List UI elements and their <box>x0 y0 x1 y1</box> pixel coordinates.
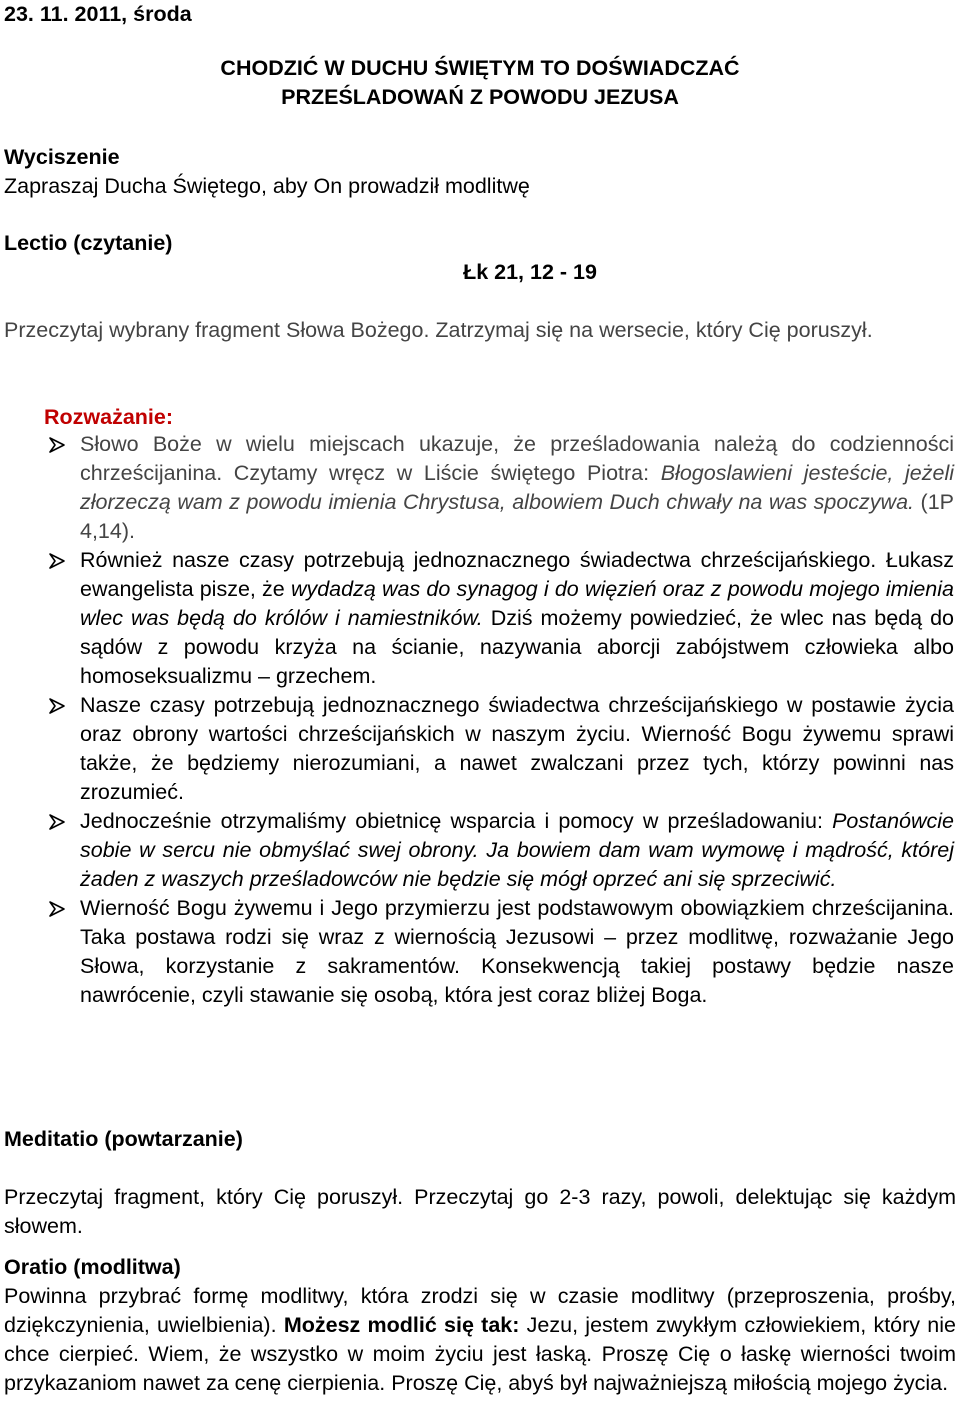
wyciszenie-text: Zapraszaj Ducha Świętego, aby On prowadził modlitwę <box>4 174 530 198</box>
lectio-reference: Łk 21, 12 - 19 <box>463 260 597 284</box>
oratio-text-start: Powinna przybrać formę modlitwy, która zrodzi się w czasie modlitwy (przeproszenia, prośby, dziękczynienia, uwielbienia). <box>4 1284 956 1337</box>
title-line-1: CHODZIĆ W DUCHU ŚWIĘTYM TO DOŚWIADCZAĆ <box>220 56 740 80</box>
item-text: Również nasze czasy potrzebują jednoznacznego świadectwa chrześcijańskiego. Łukasz ewangelista pisze, że <box>80 548 954 601</box>
item-text-end: (1P 4,14). <box>80 490 954 543</box>
arrow-bullet-icon <box>48 697 66 715</box>
oratio-text <box>4 1282 956 1398</box>
oratio-prayer: Jezu, jestem zwykłym człowiekiem, który nie chce cierpieć. Wiem, że wszystko w moim życiu jest łaską. Proszę Cię o łaskę wierności twoim przykazaniom nawet za cenę cierpienia. Proszę Cię, abyś był najważniejszą miłością mojego życia. <box>4 1313 956 1395</box>
date-line: 23. 11. 2011, środa <box>4 2 192 26</box>
item-text: Słowo Boże w wielu miejscach ukazuje, że prześladowania należą do codzienności chrześcijanina. Czytamy wręcz w Liście świętego Piotra: <box>80 432 954 485</box>
item-text-end: Dziś możemy powiedzieć, że wlec nas będą do sądów z powodu krzyża na ścianie, nazywania aborcji zabójstwem człowieka albo homoseksualizmu – grzechem. <box>80 606 954 688</box>
list-item <box>4 894 954 1010</box>
wyciszenie-heading: Wyciszenie <box>4 145 120 169</box>
item-quote: wydadzą was do synagog i do więzień oraz z powodu mojego imienia wlec was będą do królów i namiestników. <box>80 577 955 630</box>
rozwazanie-heading: Rozważanie: <box>44 405 174 429</box>
list-item <box>4 807 954 894</box>
item-text: Jednocześnie otrzymaliśmy obietnicę wsparcia i pomocy w prześladowaniu: <box>80 809 833 833</box>
list-item <box>4 430 954 546</box>
arrow-bullet-icon <box>48 436 66 454</box>
lectio-instruction: Przeczytaj wybrany fragment Słowa Bożego. Zatrzymaj się na wersecie, który Cię poruszył. <box>4 318 873 342</box>
item-text: Wierność Bogu żywemu i Jego przymierzu jest podstawowym obowiązkiem chrześcijanina. Taka postawa rodzi się wraz z wiernością Jezusowi – przez modlitwę, rozważanie Jego Słowa, korzystanie z sakramentów. Konsekwencją takiej postawy będzie nasze nawrócenie, czyli stawanie się osobą, która jest coraz bliżej Boga. <box>80 896 954 1007</box>
item-text: Nasze czasy potrzebują jednoznacznego świadectwa chrześcijańskiego w postawie życia oraz obrony wartości chrześcijańskich w naszym życiu. Wierność Bogu żywemu sprawi także, że będziemy nierozumiani, a nawet zwalczani przez tych, którzy powinni nas zrozumieć. <box>80 693 954 804</box>
item-quote: Błogoslawieni jesteście, jeżeli złorzeczą wam z powodu imienia Chrystusa, albowiem Duch chwały na was spoczywa. <box>80 461 954 514</box>
arrow-bullet-icon <box>48 552 66 570</box>
title-line-2: PRZEŚLADOWAŃ Z POWODU JEZUSA <box>281 85 679 109</box>
arrow-bullet-icon <box>48 900 66 918</box>
arrow-bullet-icon <box>48 813 66 831</box>
rozwazanie-list <box>4 430 954 1010</box>
meditatio-text: Przeczytaj fragment, który Cię poruszył. Przeczytaj go 2-3 razy, powoli, delektując się każdym słowem. <box>4 1185 956 1238</box>
oratio-heading: Oratio (modlitwa) <box>4 1255 181 1279</box>
meditatio-heading: Meditatio (powtarzanie) <box>4 1127 243 1151</box>
list-item <box>4 691 954 807</box>
item-quote: Postanówcie sobie w sercu nie obmyślać swej obrony. Ja bowiem dam wam wymowę i mądrość, której żaden z waszych prześladowców nie będzie się mógł oprzeć ani się sprzeciwić. <box>80 809 954 891</box>
list-item <box>4 546 954 691</box>
oratio-bold-phrase: Możesz modlić się tak: <box>283 1313 520 1337</box>
lectio-heading: Lectio (czytanie) <box>4 231 173 255</box>
